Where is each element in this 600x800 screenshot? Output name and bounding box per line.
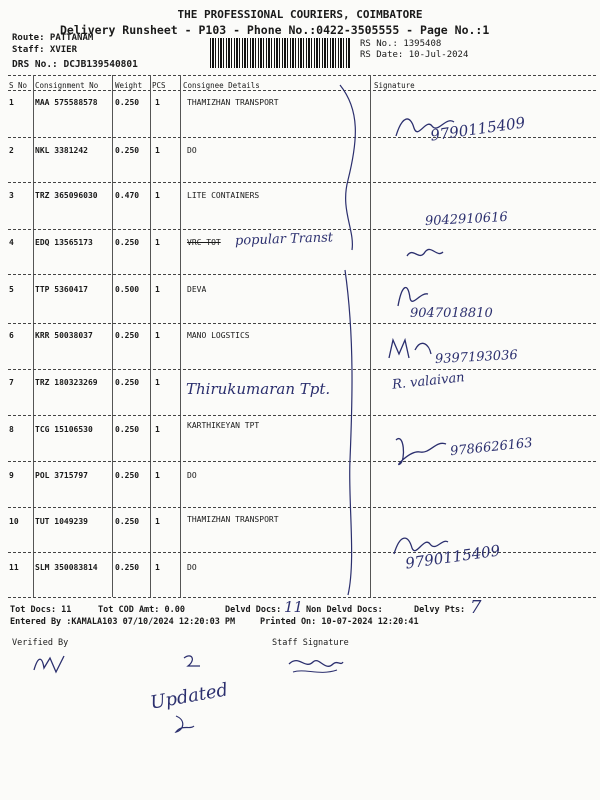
- row-sno: 4: [9, 238, 14, 247]
- delvd-docs-label: Delvd Docs:: [225, 605, 282, 615]
- rs-date: RS Date: 10-Jul-2024: [360, 50, 469, 60]
- verified-by-label: Verified By: [12, 638, 69, 648]
- barcode: [210, 38, 350, 68]
- row-weight: 0.470: [115, 191, 140, 200]
- row-separator: [8, 229, 596, 230]
- row-sno: 9: [9, 471, 14, 480]
- col-header-weight: Weight: [115, 81, 143, 90]
- row-consignment: TRZ 180323269: [35, 378, 98, 387]
- signature-scribble: [405, 244, 445, 264]
- row-separator: [8, 415, 596, 416]
- route-label: Route: PATTANAM: [12, 33, 94, 43]
- row-weight: 0.250: [115, 378, 140, 387]
- row-weight: 0.250: [115, 517, 140, 526]
- column-divider: [112, 75, 113, 597]
- table-top-line: [8, 75, 596, 76]
- row-consignment: TTP 5360417: [35, 285, 88, 294]
- row-weight: 0.500: [115, 285, 140, 294]
- row-consignment: TRZ 365096030: [35, 191, 98, 200]
- tot-cod-amount: Tot COD Amt: 0.00: [98, 605, 185, 615]
- entered-by: Entered By :KAMALA103 07/10/2024 12:20:03 PM: [10, 617, 236, 627]
- row-separator: [8, 182, 596, 183]
- verified-signature: [30, 650, 70, 680]
- staff-label: Staff: XVIER: [12, 45, 78, 55]
- row-separator: [8, 369, 596, 370]
- col-header-pcs: PCS: [152, 81, 166, 90]
- row-sno: 8: [9, 425, 14, 434]
- row-separator: [8, 507, 596, 508]
- row-sno: 6: [9, 331, 14, 340]
- row-sno: 2: [9, 146, 14, 155]
- row-consignee: DEVA: [187, 285, 207, 294]
- non-delvd-label: Non Delvd Docs:: [306, 605, 383, 615]
- col-header-consignee: Consignee Details: [183, 81, 260, 90]
- col-header-signature: Signature: [374, 81, 415, 90]
- row-pcs: 1: [155, 285, 160, 294]
- row-pcs: 1: [155, 238, 160, 247]
- row-pcs: 1: [155, 471, 160, 480]
- row-consignee: DO: [187, 471, 197, 480]
- handwritten-delvy-pts: 7: [470, 597, 482, 618]
- row-separator: [8, 323, 596, 324]
- column-divider: [370, 75, 371, 597]
- row-pcs: 1: [155, 331, 160, 340]
- handwritten-phone: 9790115409: [429, 113, 527, 145]
- company-title: THE PROFESSIONAL COURIERS, COIMBATORE: [177, 8, 423, 21]
- handwritten-updated-note: Updated: [148, 679, 230, 714]
- row-sno: 10: [9, 517, 19, 526]
- row-consignment: MAA 575588578: [35, 98, 98, 107]
- row-consignment: NKL 3381242: [35, 146, 88, 155]
- col-header-consignment: Consignment No: [35, 81, 99, 90]
- handwritten-signature: R. valaivan: [391, 370, 466, 393]
- handwritten-phone: 9786626163: [449, 435, 534, 460]
- column-divider: [150, 75, 151, 597]
- initial-mark: [170, 712, 200, 736]
- row-pcs: 1: [155, 517, 160, 526]
- row-consignee: MANO LOGSTICS: [187, 331, 250, 340]
- row-consignee: KARTHIKEYAN TPT: [187, 421, 260, 430]
- row-separator: [8, 274, 596, 275]
- rs-number: RS No.: 1395408: [360, 39, 442, 49]
- staff-signature-scribble: [285, 650, 345, 680]
- row-weight: 0.250: [115, 425, 140, 434]
- handwritten-phone: 9047018810: [410, 306, 493, 321]
- handwritten-phone: 9397193036: [434, 347, 519, 368]
- row-weight: 0.250: [115, 563, 140, 572]
- row-consignment: SLM 350083814: [35, 563, 98, 572]
- handwritten-delvd-count: 11: [284, 598, 304, 616]
- row-separator: [8, 552, 596, 553]
- row-weight: 0.250: [115, 238, 140, 247]
- handwritten-consignee: Thirukumaran Tpt.: [186, 380, 331, 398]
- row-consignee: DO: [187, 563, 197, 572]
- row-consignment: EDQ 13565173: [35, 238, 93, 247]
- runsheet-title: Delivery Runsheet - P103 - Phone No.:0422-3505555 - Page No.:1: [60, 23, 490, 37]
- row-pcs: 1: [155, 191, 160, 200]
- row-weight: 0.250: [115, 146, 140, 155]
- row-sno: 1: [9, 98, 14, 107]
- row-consignment: POL 3715797: [35, 471, 88, 480]
- printed-on: Printed On: 10-07-2024 12:20:41: [260, 617, 419, 627]
- row-weight: 0.250: [115, 331, 140, 340]
- handwritten-phone: 9042910616: [424, 209, 509, 230]
- tot-docs: Tot Docs: 11: [10, 605, 72, 615]
- row-separator: [8, 137, 596, 138]
- row-sno: 3: [9, 191, 14, 200]
- row-sno: 7: [9, 378, 14, 387]
- row-consignment: TUT 1049239: [35, 517, 88, 526]
- column-divider: [180, 75, 181, 597]
- verified-mark: [180, 652, 210, 672]
- signature-scribble: [385, 334, 435, 362]
- table-header-line: [8, 90, 596, 91]
- row-consignee: VRC TOT: [187, 238, 221, 247]
- row-pcs: 1: [155, 425, 160, 434]
- row-sno: 5: [9, 285, 14, 294]
- delvy-pts-label: Delvy Pts:: [414, 605, 466, 615]
- row-pcs: 1: [155, 563, 160, 572]
- handwritten-consignee: popular Transt: [234, 230, 334, 249]
- staff-signature-label: Staff Signature: [272, 638, 349, 648]
- col-header-sno: S No: [9, 81, 28, 90]
- row-weight: 0.250: [115, 98, 140, 107]
- row-pcs: 1: [155, 378, 160, 387]
- row-consignment: KRR 50038037: [35, 331, 93, 340]
- signature-scribble: [390, 430, 450, 470]
- row-consignment: TCG 15106530: [35, 425, 93, 434]
- column-divider: [33, 75, 34, 597]
- row-separator: [8, 461, 596, 462]
- row-consignee: LITE CONTAINERS: [187, 191, 260, 200]
- row-consignee: THAMIZHAN TRANSPORT: [187, 515, 279, 524]
- row-weight: 0.250: [115, 471, 140, 480]
- bracket-stroke: [330, 80, 370, 600]
- row-pcs: 1: [155, 146, 160, 155]
- drs-number: DRS No.: DCJB139540801: [12, 59, 138, 70]
- row-pcs: 1: [155, 98, 160, 107]
- row-consignee: DO: [187, 146, 197, 155]
- handwritten-phone: 9790115409: [404, 541, 502, 573]
- row-consignee: THAMIZHAN TRANSPORT: [187, 98, 279, 107]
- row-sno: 11: [9, 563, 19, 572]
